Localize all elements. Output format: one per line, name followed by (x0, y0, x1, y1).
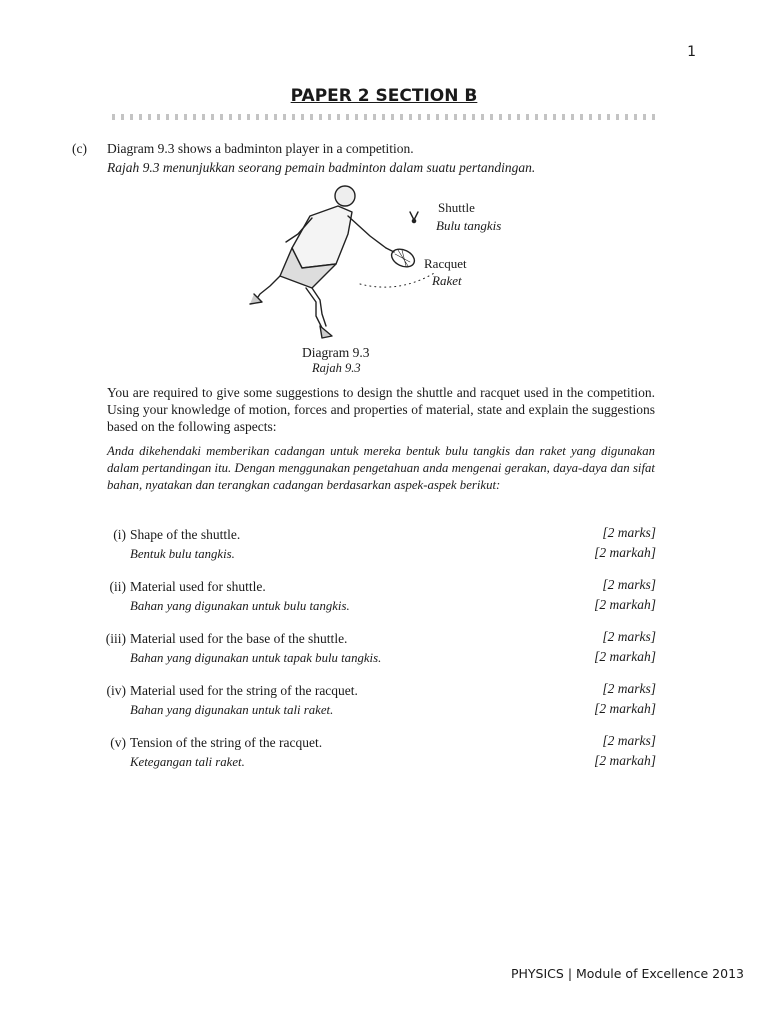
question-number: (ii) (109, 579, 126, 594)
shuttle-label: Shuttle (438, 200, 475, 215)
question-text: Shape of the shuttle. (130, 527, 241, 542)
player-head (335, 186, 355, 206)
player-torso (292, 206, 352, 268)
question-number: (v) (110, 735, 126, 750)
question-text: Material used for shuttle. (130, 579, 266, 594)
player-back-leg (256, 276, 280, 300)
marks: [2 marks] (602, 629, 656, 644)
markah: [2 markah] (594, 701, 656, 716)
racquet-label: Racquet (424, 256, 467, 271)
shuttle-label-ms: Bulu tangkis (436, 218, 502, 233)
markah: [2 markah] (594, 753, 656, 768)
marks: [2 marks] (602, 525, 656, 540)
figure-caption: Diagram 9.3 (302, 345, 370, 360)
markah: [2 markah] (594, 649, 656, 664)
question-number: (iii) (105, 631, 126, 646)
player-arm (348, 216, 386, 248)
part-label: (c) (72, 141, 87, 156)
question-text: Tension of the string of the racquet. (130, 735, 323, 750)
question-text-ms: Bahan yang digunakan untuk bulu tangkis. (130, 599, 350, 613)
markah: [2 markah] (594, 545, 656, 560)
page-title: PAPER 2 SECTION B (290, 86, 478, 106)
question-number: (iv) (106, 683, 126, 698)
player-front-leg (312, 288, 326, 326)
question-text: Material used for the base of the shuttle. (130, 631, 348, 646)
markah: [2 markah] (594, 597, 656, 612)
instructions-english: You are required to give some suggestions to design the shuttle and racquet used in the competition. Using your knowledge of motion, forces and properties of material, state and explain the suggestions based on the following aspects: (107, 385, 655, 434)
cropped-text-remnant (112, 114, 660, 120)
question-text-ms: Bahan yang digunakan untuk tali raket. (130, 703, 334, 717)
player-front-shoe (320, 326, 332, 338)
marks: [2 marks] (602, 733, 656, 748)
intro-malay: Rajah 9.3 menunjukkan seorang pemain badminton dalam suatu pertandingan. (107, 160, 536, 175)
badminton-player-figure (240, 176, 520, 346)
player-back-shoe (250, 294, 262, 304)
question-number: (i) (113, 527, 126, 542)
instructions-malay: Anda dikehendaki memberikan cadangan untuk mereka bentuk bulu tangkis dan raket yang digunakan dalam pertandingan itu. Dengan menggunakan pengetahuan anda mengenai gerakan, daya-daya dan sifat bahan, nyatakan dan terangkan cadangan berdasarkan aspek-aspek berikut: (107, 444, 655, 492)
marks: [2 marks] (602, 577, 656, 592)
page-footer: PHYSICS | Module of Excellence 2013 (510, 966, 744, 981)
question-text-ms: Bahan yang digunakan untuk tapak bulu tangkis. (130, 651, 382, 665)
question-text-ms: Bentuk bulu tangkis. (130, 547, 235, 561)
figure-caption-ms: Rajah 9.3 (312, 361, 361, 375)
question-text: Material used for the string of the racquet. (130, 683, 358, 698)
marks: [2 marks] (602, 681, 656, 696)
question-text-ms: Ketegangan tali raket. (130, 755, 245, 769)
racquet-label-ms: Raket (432, 273, 462, 288)
page-number: 1 (687, 44, 696, 60)
intro-english: Diagram 9.3 shows a badminton player in a competition. (107, 141, 414, 156)
